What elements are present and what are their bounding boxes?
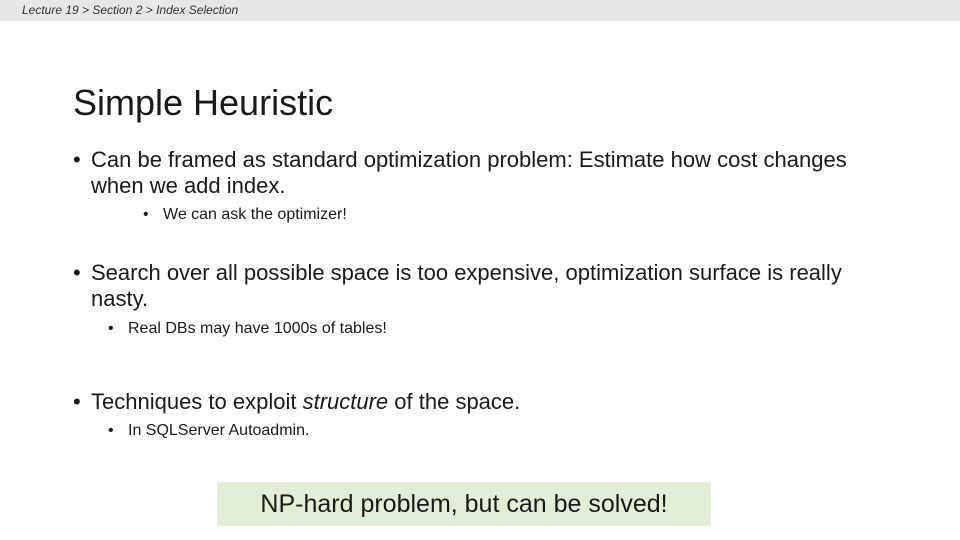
bullet-text: Search over all possible space is too expensive, optimization surface is really nasty. — [91, 260, 842, 311]
header-bar — [0, 0, 960, 21]
breadcrumb: Lecture 19 > Section 2 > Index Selection — [22, 3, 239, 17]
bullet-icon: • — [73, 389, 81, 414]
sub-bullet-text: In SQLServer Autoadmin. — [128, 422, 310, 439]
bullet-item-3 — [73, 389, 903, 415]
bullet-icon: • — [73, 260, 81, 285]
sub-bullet-item-3 — [108, 421, 309, 441]
bullet-text-part: Techniques to exploit — [91, 389, 303, 414]
sub-bullet-item-2 — [108, 319, 387, 339]
bullet-text — [73, 389, 903, 415]
bullet-text-part: of the space. — [388, 389, 521, 414]
bullet-item-1 — [73, 147, 903, 199]
sub-bullet-item-1 — [143, 205, 347, 225]
callout-box: NP-hard problem, but can be solved! — [217, 482, 711, 526]
bullet-icon: • — [108, 320, 114, 337]
bullet-item-2 — [73, 260, 903, 312]
sub-bullet-text: We can ask the optimizer! — [163, 206, 347, 223]
sub-bullet-text: Real DBs may have 1000s of tables! — [128, 320, 387, 337]
bullet-text: Can be framed as standard optimization problem: Estimate how cost changes when we add index. — [91, 147, 847, 198]
bullet-icon: • — [143, 206, 149, 223]
slide-title: Simple Heuristic — [73, 82, 334, 124]
bullet-icon: • — [73, 147, 81, 172]
emphasized-text: structure — [302, 389, 389, 414]
bullet-icon: • — [108, 422, 114, 439]
